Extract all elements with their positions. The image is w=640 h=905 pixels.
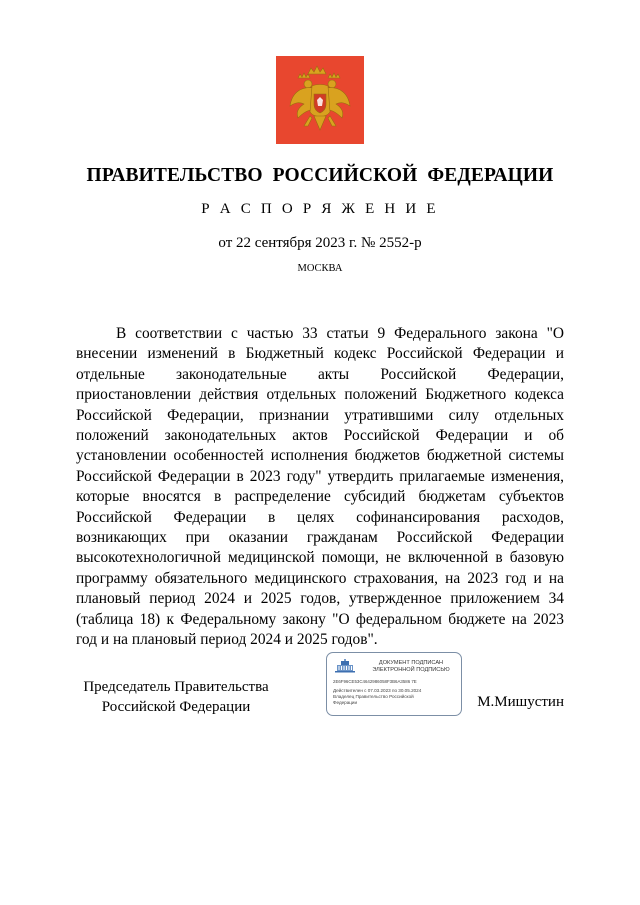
government-title: ПРАВИТЕЛЬСТВО РОССИЙСКОЙ ФЕДЕРАЦИИ xyxy=(86,165,554,186)
stamp-certificate-id: 2E6F96CE53C4642986058F3B6A3586 7E xyxy=(333,679,417,684)
coat-of-arms-emblem xyxy=(276,56,364,144)
signer-name: М.Мишустин xyxy=(477,694,564,710)
stamp-heading xyxy=(363,660,459,674)
document-date-number: от 22 сентября 2023 г. № 2552-р xyxy=(218,235,422,251)
russian-coat-of-arms-icon xyxy=(276,56,364,144)
stamp-owner-line: Федерации xyxy=(333,699,358,705)
stamp-owner xyxy=(333,694,414,705)
order-text: В соответствии с частью 33 статьи 9 Федерального закона "О внесении изменений в Бюджетный кодекс Российской Федерации и отдельные законодательные акты Российской Федерации, приостановлении действия отдельных положений Бюджетного кодекса Российской Федерации, признании утратившими силу отдельных положений законодательных актов Российской Федерации и об установлении особенностей исполнения бюджетов бюджетной системы Российской Федерации в 2023 году" утвердить прилагаемые изменения, которые вносятся в распределение субсидий бюджетам субъектов Российской Федерации в целях софинансирования расходов, возникающих при оказании гражданам Российской Федерации высокотехнологичной медицинской помощи, не включенной в базовую программу обязательного медицинского страхования, на 2023 год и на плановый период 2024 и 2025 годов, утвержденное приложением 34 (таблица 18) к Федеральному закону "О федеральном бюджете на 2023 год и на плановый период 2024 и 2025 годов". xyxy=(76,325,564,649)
stamp-owner-line: Владелец Правительство Российской xyxy=(333,694,414,699)
electronic-signature-stamp xyxy=(326,652,462,716)
document-type: Р А С П О Р Я Ж Е Н И Е xyxy=(201,201,439,217)
stamp-heading-line: ЭЛЕКТРОННОЙ ПОДПИСЬЮ xyxy=(372,667,450,673)
stamp-validity: Действителен с 07.03.2023 по 30.05.2024 xyxy=(333,688,422,693)
document-city: МОСКВА xyxy=(297,263,343,274)
signer-position xyxy=(76,677,276,717)
stamp-heading-line: ДОКУМЕНТ ПОДПИСАН xyxy=(378,660,444,666)
signer-position-line: Российской Федерации xyxy=(101,699,251,715)
signer-position-line: Председатель Правительства xyxy=(83,679,269,695)
government-building-icon xyxy=(334,659,356,673)
